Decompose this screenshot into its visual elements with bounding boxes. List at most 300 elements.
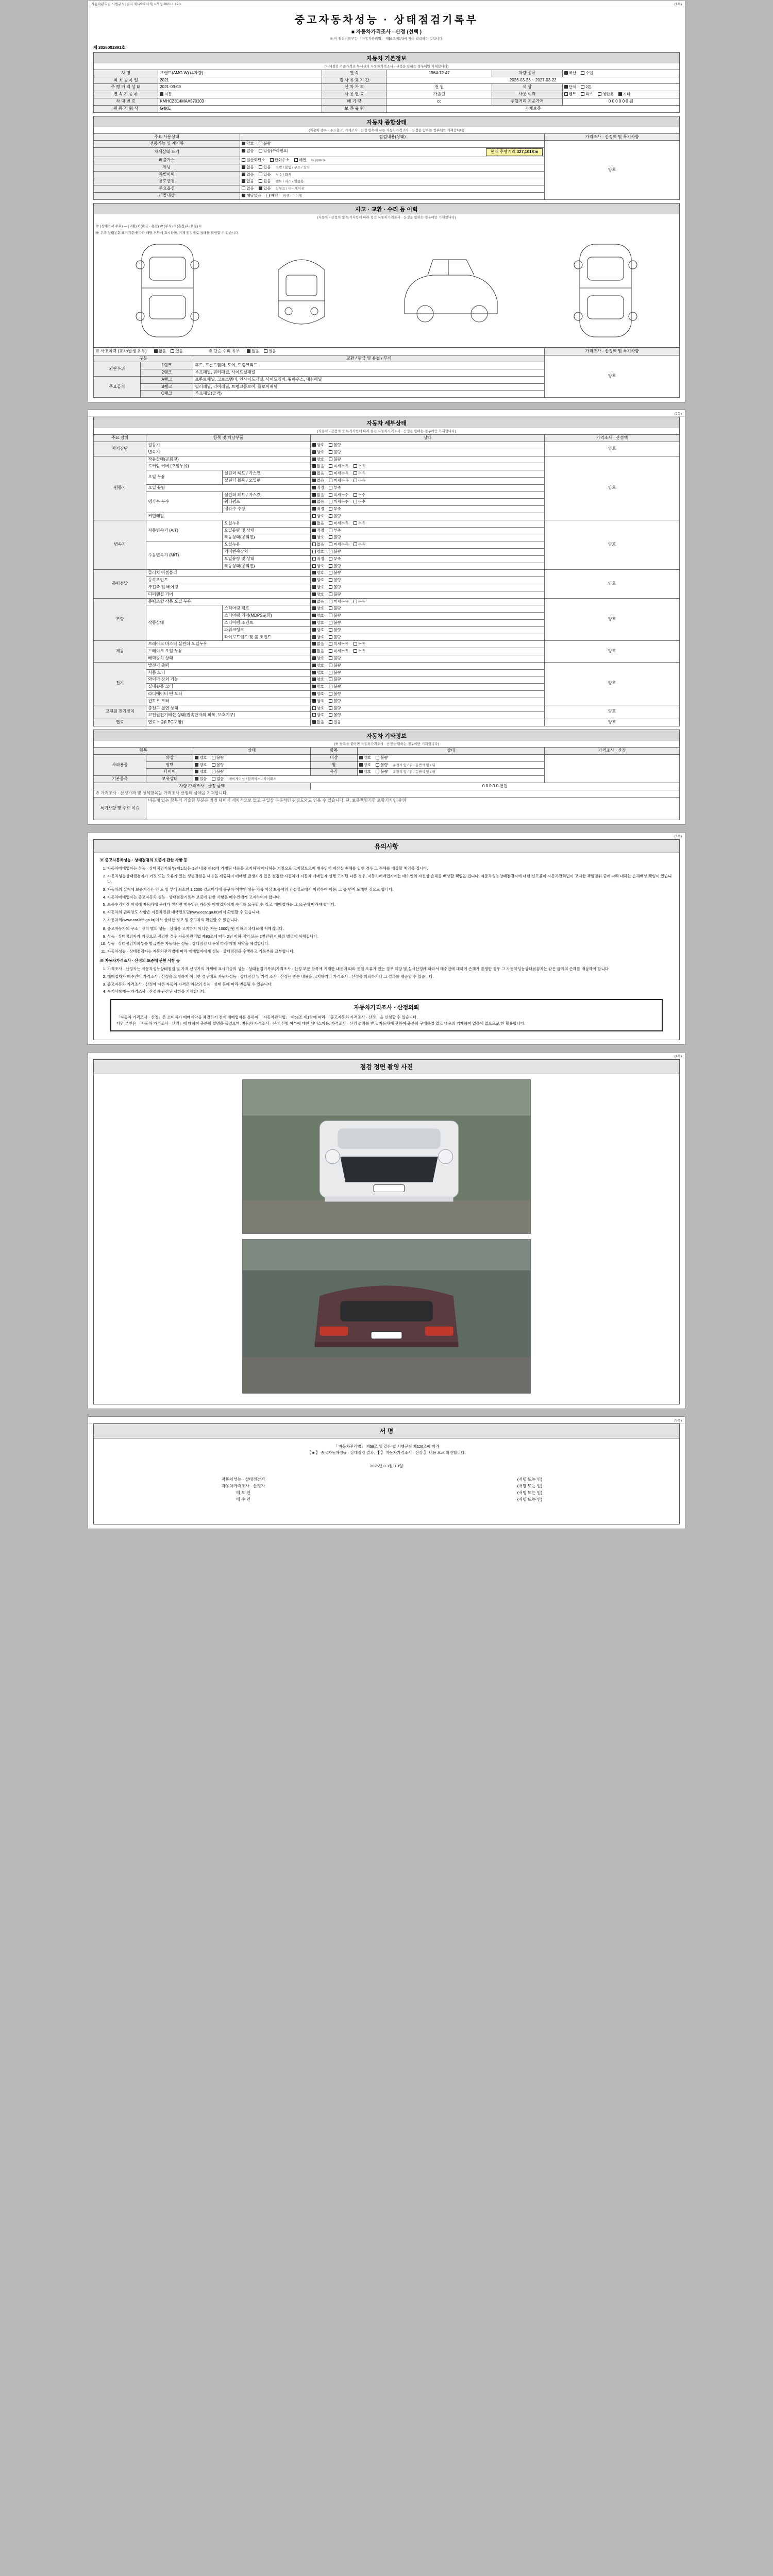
checkbox-icon[interactable] [270,158,274,162]
checkbox-icon[interactable] [312,628,316,632]
checkbox-icon[interactable] [312,486,316,489]
checkbox-icon[interactable] [259,149,262,152]
checkbox-icon[interactable] [242,187,245,190]
checkbox-icon[interactable] [329,614,332,617]
checkbox-icon[interactable] [329,464,332,468]
option-good[interactable]: 양호 [312,592,325,597]
option-exists[interactable]: 있음 [259,172,271,177]
etc-row-options-2[interactable] [357,761,545,769]
checkbox-icon[interactable] [312,720,316,724]
checkbox-icon[interactable] [329,450,332,454]
checkbox-icon[interactable] [312,471,316,475]
option-imported[interactable]: 수입 [581,71,593,76]
usage-lease[interactable]: 리스 [581,92,593,97]
option-none[interactable]: 없음 [312,471,325,476]
option-exists[interactable]: 있음 [195,776,207,782]
option-smoke[interactable]: 매연 [294,158,307,163]
option-single-color[interactable]: 단색 [564,84,577,90]
checkbox-icon[interactable] [329,692,332,696]
checkbox-icon[interactable] [329,592,332,596]
option-good[interactable]: 양호 [312,450,325,455]
item-options[interactable] [310,584,545,591]
signer-sign-3[interactable]: (서명 또는 인) [517,1497,543,1502]
checkbox-icon[interactable] [329,600,332,603]
checkbox-icon[interactable] [195,770,198,773]
checkbox-icon[interactable] [312,600,316,603]
checkbox-icon[interactable] [329,606,332,610]
option-bad[interactable]: 불량 [329,578,341,583]
option-proper[interactable]: 적정 [312,506,325,512]
option-bad[interactable]: 불량 [329,656,341,661]
option-good[interactable]: 양호 [312,620,325,625]
checkbox-icon[interactable] [242,179,245,183]
vehicle-type-options[interactable] [562,70,679,77]
option-bad[interactable]: 불량 [329,628,341,633]
checkbox-icon[interactable] [312,614,316,617]
item-options[interactable] [310,634,545,641]
item-options[interactable] [310,676,545,684]
option-good[interactable]: 양호 [312,549,325,554]
option-bad[interactable]: 불량 [329,570,341,575]
row-options[interactable] [240,185,545,193]
checkbox-icon[interactable] [195,777,198,781]
checkbox-icon[interactable] [312,464,316,468]
item-options[interactable] [310,577,545,584]
option-slight-leak[interactable]: 미세누유 [329,521,348,526]
option-bad[interactable]: 불량 [329,549,341,554]
etc-row-options-2[interactable] [357,754,545,761]
usage-options[interactable] [562,91,679,98]
option-good[interactable]: 양호 [312,691,325,697]
checkbox-icon[interactable] [242,165,245,169]
etc-row-options[interactable] [193,761,310,769]
checkbox-icon[interactable] [266,194,270,197]
item-options[interactable] [310,499,545,506]
option-good[interactable]: 양호 [312,564,325,569]
checkbox-icon[interactable] [329,664,332,667]
option-slight-leak[interactable]: 미세누유 [329,542,348,547]
option-good[interactable]: 양호 [195,755,207,760]
checkbox-icon[interactable] [354,600,357,603]
checkbox-icon[interactable] [312,443,316,447]
option-none[interactable]: 없음 [312,599,325,604]
checkbox-icon[interactable] [195,756,198,759]
checkbox-icon[interactable] [212,777,215,781]
option-not-applicable[interactable]: 해당없음 [242,193,261,198]
checkbox-icon[interactable] [259,142,262,145]
checkbox-icon[interactable] [312,507,316,511]
item-options[interactable] [310,549,545,556]
option-slight-leak[interactable]: 미세누유 [329,649,348,654]
option-good[interactable]: 양호 [359,769,372,774]
option-bad[interactable]: 불량 [329,564,341,569]
option-bad[interactable]: 불량 [329,514,341,519]
item-options[interactable] [310,463,545,470]
checkbox-icon[interactable] [329,514,332,518]
checkbox-icon[interactable] [312,606,316,610]
checkbox-icon[interactable] [212,770,215,773]
checkbox-icon[interactable] [329,699,332,703]
option-domestic[interactable]: 국산 [564,71,577,76]
checkbox-icon[interactable] [329,685,332,688]
item-options[interactable] [310,605,545,613]
checkbox-icon[interactable] [312,692,316,696]
option-co[interactable]: 일산화탄소 [242,158,265,163]
item-options[interactable] [310,449,545,456]
checkbox-icon[interactable] [354,521,357,525]
checkbox-icon[interactable] [329,656,332,660]
option-bad[interactable]: 불량 [329,706,341,711]
checkbox-icon[interactable] [312,521,316,525]
item-options[interactable] [310,620,545,627]
checkbox-icon[interactable] [312,585,316,589]
etc-row-options[interactable] [193,754,310,761]
item-options[interactable] [310,662,545,669]
option-good[interactable]: 양호 [312,706,325,711]
item-options[interactable] [310,492,545,499]
checkbox-icon[interactable] [171,349,174,353]
item-options[interactable] [310,527,545,534]
checkbox-icon[interactable] [376,763,379,767]
checkbox-icon[interactable] [618,92,622,96]
item-options[interactable] [310,712,545,719]
option-slight-leak[interactable]: 미세누수 [329,493,348,498]
option-slight-leak[interactable]: 미세누유 [329,641,348,647]
option-good[interactable]: 양호 [312,684,325,689]
checkbox-icon[interactable] [312,564,316,568]
checkbox-icon[interactable] [581,92,584,96]
option-none[interactable]: 없음 [242,179,254,184]
item-options[interactable] [310,655,545,662]
row-options[interactable] [240,148,545,157]
checkbox-icon[interactable] [312,457,316,461]
option-good[interactable]: 양호 [312,570,325,575]
item-options[interactable] [310,513,545,520]
option-good[interactable]: 양호 [359,762,372,768]
option-bad[interactable]: 불량 [329,535,341,540]
item-options[interactable] [310,506,545,513]
option-bad[interactable]: 불량 [329,684,341,689]
checkbox-icon[interactable] [312,493,316,497]
option-none[interactable]: 없음 [242,186,254,191]
row-options[interactable] [240,171,545,178]
checkbox-icon[interactable] [329,557,332,561]
accident-question-cell[interactable] [94,348,545,355]
signer-sign-1[interactable]: (서명 또는 인) [517,1484,543,1489]
option-bad[interactable]: 불량 [376,755,388,760]
checkbox-icon[interactable] [329,479,332,482]
checkbox-icon[interactable] [329,457,332,461]
etc-row-options[interactable] [193,776,545,783]
checkbox-icon[interactable] [312,664,316,667]
option-bad[interactable]: 불량 [376,762,388,768]
checkbox-icon[interactable] [259,173,262,176]
option-none[interactable]: 없음 [312,649,325,654]
item-options[interactable] [310,470,545,478]
row-options[interactable] [240,192,545,199]
checkbox-icon[interactable] [564,71,568,75]
checkbox-icon[interactable] [581,71,584,75]
option-insufficient[interactable]: 부족 [329,485,341,490]
option-bad[interactable]: 불량 [329,592,341,597]
option-insufficient[interactable]: 부족 [329,556,341,562]
item-options[interactable] [310,641,545,648]
option-good[interactable]: 양호 [312,457,325,462]
item-options[interactable] [310,690,545,698]
checkbox-icon[interactable] [598,92,601,96]
option-good[interactable]: 양호 [312,443,325,448]
option-bad[interactable]: 불량 [329,585,341,590]
option-good[interactable]: 양호 [312,635,325,640]
option-good[interactable]: 양호 [312,613,325,618]
option-proper[interactable]: 적정 [312,528,325,533]
checkbox-icon[interactable] [354,543,357,546]
checkbox-icon[interactable] [264,349,267,353]
checkbox-icon[interactable] [247,349,250,353]
checkbox-icon[interactable] [581,85,584,89]
item-options[interactable] [310,626,545,634]
checkbox-icon[interactable] [312,699,316,703]
checkbox-icon[interactable] [312,713,316,717]
checkbox-icon[interactable] [259,187,262,190]
checkbox-icon[interactable] [329,571,332,574]
checkbox-icon[interactable] [329,500,332,503]
checkbox-icon[interactable] [294,158,298,162]
item-options[interactable] [310,613,545,620]
option-bad[interactable]: 불량 [329,691,341,697]
checkbox-icon[interactable] [329,713,332,717]
option-bad[interactable]: 불량 [212,755,224,760]
checkbox-icon[interactable] [329,642,332,646]
option-leak[interactable]: 누유 [354,641,366,647]
option-leak[interactable]: 누유 [354,649,366,654]
usage-etc[interactable]: 기타 [618,92,631,97]
option-none[interactable]: 없음 [242,165,254,170]
checkbox-icon[interactable] [312,592,316,596]
option-good[interactable]: 양호 [242,141,254,146]
checkbox-icon[interactable] [359,756,363,759]
option-bad[interactable]: 불량 [329,606,341,611]
option-bad[interactable]: 불량 [212,762,224,768]
option-none[interactable]: 없음 [312,542,325,547]
color-options[interactable] [562,84,679,91]
option-bad[interactable]: 불량 [329,663,341,668]
item-options[interactable] [310,478,545,485]
option-none[interactable]: 없음 [242,148,254,154]
option-insufficient[interactable]: 부족 [329,528,341,533]
checkbox-icon[interactable] [376,756,379,759]
item-options[interactable] [310,534,545,541]
option-good[interactable]: 양호 [195,769,207,774]
checkbox-icon[interactable] [160,92,163,96]
checkbox-icon[interactable] [329,529,332,532]
option-proper[interactable]: 적정 [312,556,325,562]
option-good[interactable]: 양호 [312,713,325,718]
checkbox-icon[interactable] [564,92,568,96]
row-options[interactable] [240,157,545,164]
option-leak[interactable]: 누유 [354,464,366,469]
checkbox-icon[interactable] [312,685,316,688]
checkbox-icon[interactable] [354,493,357,497]
usage-business[interactable]: 영업용 [598,92,614,97]
option-bad[interactable]: 불량 [329,670,341,675]
option-bad[interactable]: 불량 [376,769,388,774]
checkbox-icon[interactable] [329,543,332,546]
simple-none[interactable]: 없음 [247,349,259,354]
option-good[interactable]: 양호 [312,514,325,519]
option-bad[interactable]: 불량 [259,141,271,146]
option-leak[interactable]: 누유 [354,542,366,547]
checkbox-icon[interactable] [354,464,357,468]
checkbox-icon[interactable] [329,521,332,525]
checkbox-icon[interactable] [329,535,332,539]
option-bad[interactable]: 불량 [212,769,224,774]
option-good[interactable]: 양호 [312,578,325,583]
option-bad[interactable]: 불량 [329,443,341,448]
checkbox-icon[interactable] [329,493,332,497]
option-leak[interactable]: 누유 [354,599,366,604]
item-options[interactable] [310,555,545,563]
checkbox-icon[interactable] [242,142,245,145]
checkbox-icon[interactable] [354,479,357,482]
option-good[interactable]: 양호 [312,670,325,675]
checkbox-icon[interactable] [359,763,363,767]
checkbox-icon[interactable] [312,543,316,546]
checkbox-icon[interactable] [329,621,332,624]
option-exists[interactable]: 있음 [329,720,341,725]
checkbox-icon[interactable] [312,621,316,624]
transmission-auto[interactable]: 자동 [160,92,172,97]
row-options[interactable] [240,178,545,185]
option-leak[interactable]: 누유 [354,521,366,526]
checkbox-icon[interactable] [312,635,316,639]
usage-rent[interactable]: 렌트 [564,92,577,97]
checkbox-icon[interactable] [359,770,363,773]
option-slight-leak[interactable]: 미세누유 [329,464,348,469]
checkbox-icon[interactable] [312,514,316,518]
item-options[interactable] [310,591,545,598]
checkbox-icon[interactable] [329,585,332,589]
item-options[interactable] [310,684,545,691]
option-leak[interactable]: 누유 [354,478,366,483]
checkbox-icon[interactable] [329,471,332,475]
option-good[interactable]: 양호 [195,762,207,768]
option-none[interactable]: 없음 [312,720,325,725]
option-two-tone[interactable]: 2톤 [581,84,591,90]
accident-none[interactable]: 없음 [154,349,166,354]
checkbox-icon[interactable] [242,173,245,176]
item-options[interactable] [310,669,545,676]
option-good[interactable]: 양호 [312,585,325,590]
item-options[interactable] [310,541,545,549]
option-slight-leak[interactable]: 미세누유 [329,471,348,476]
item-options[interactable] [310,598,545,605]
option-bad[interactable]: 불량 [329,677,341,682]
checkbox-icon[interactable] [312,642,316,646]
checkbox-icon[interactable] [312,677,316,681]
item-options[interactable] [310,705,545,712]
checkbox-icon[interactable] [212,763,215,767]
checkbox-icon[interactable] [329,507,332,511]
checkbox-icon[interactable] [242,194,245,197]
checkbox-icon[interactable] [354,649,357,653]
checkbox-icon[interactable] [195,763,198,767]
item-options[interactable] [310,563,545,570]
option-leak[interactable]: 누유 [354,471,366,476]
checkbox-icon[interactable] [329,635,332,639]
signer-sign-2[interactable]: (서명 또는 인) [517,1490,543,1495]
simple-exists[interactable]: 있음 [264,349,276,354]
item-options[interactable] [310,719,545,726]
etc-row-options-2[interactable] [357,769,545,776]
item-options[interactable] [310,570,545,577]
checkbox-icon[interactable] [312,671,316,674]
option-good[interactable]: 양호 [312,677,325,682]
checkbox-icon[interactable] [329,578,332,582]
checkbox-icon[interactable] [329,550,332,553]
option-exists[interactable]: 있음(수리필요) [259,148,288,154]
checkbox-icon[interactable] [329,486,332,489]
item-options[interactable] [310,456,545,463]
checkbox-icon[interactable] [312,529,316,532]
checkbox-icon[interactable] [312,571,316,574]
option-exists[interactable]: 있음 [259,165,271,170]
option-none[interactable]: 없음 [212,776,224,782]
checkbox-icon[interactable] [312,649,316,653]
option-none[interactable]: 없음 [242,172,254,177]
checkbox-icon[interactable] [354,500,357,503]
option-none[interactable]: 없음 [312,478,325,483]
checkbox-icon[interactable] [329,671,332,674]
option-good[interactable]: 양호 [312,663,325,668]
option-good[interactable]: 양호 [312,699,325,704]
option-none[interactable]: 없음 [312,641,325,647]
checkbox-icon[interactable] [312,656,316,660]
option-bad[interactable]: 불량 [329,713,341,718]
checkbox-icon[interactable] [329,628,332,632]
checkbox-icon[interactable] [312,578,316,582]
checkbox-icon[interactable] [312,500,316,503]
option-bad[interactable]: 불량 [329,450,341,455]
option-bad[interactable]: 불량 [329,699,341,704]
checkbox-icon[interactable] [329,443,332,447]
option-bad[interactable]: 불량 [329,613,341,618]
option-hc[interactable]: 탄화수소 [270,158,290,163]
etc-row-options[interactable] [193,769,310,776]
checkbox-icon[interactable] [376,770,379,773]
checkbox-icon[interactable] [242,149,245,152]
checkbox-icon[interactable] [154,349,158,353]
option-bad[interactable]: 불량 [329,457,341,462]
option-none[interactable]: 없음 [312,521,325,526]
signer-sign-0[interactable]: (서명 또는 인) [517,1477,543,1482]
checkbox-icon[interactable] [312,479,316,482]
checkbox-icon[interactable] [329,720,332,724]
option-good[interactable]: 양호 [312,656,325,661]
checkbox-icon[interactable] [212,756,215,759]
option-leak[interactable]: 누수 [354,493,366,498]
checkbox-icon[interactable] [354,642,357,646]
row-options[interactable] [240,141,545,148]
checkbox-icon[interactable] [329,677,332,681]
checkbox-icon[interactable] [564,85,568,89]
option-leak[interactable]: 누수 [354,499,366,504]
option-proper[interactable]: 적정 [312,485,325,490]
option-good[interactable]: 양호 [312,628,325,633]
option-none[interactable]: 없음 [312,493,325,498]
checkbox-icon[interactable] [329,564,332,568]
checkbox-icon[interactable] [329,649,332,653]
